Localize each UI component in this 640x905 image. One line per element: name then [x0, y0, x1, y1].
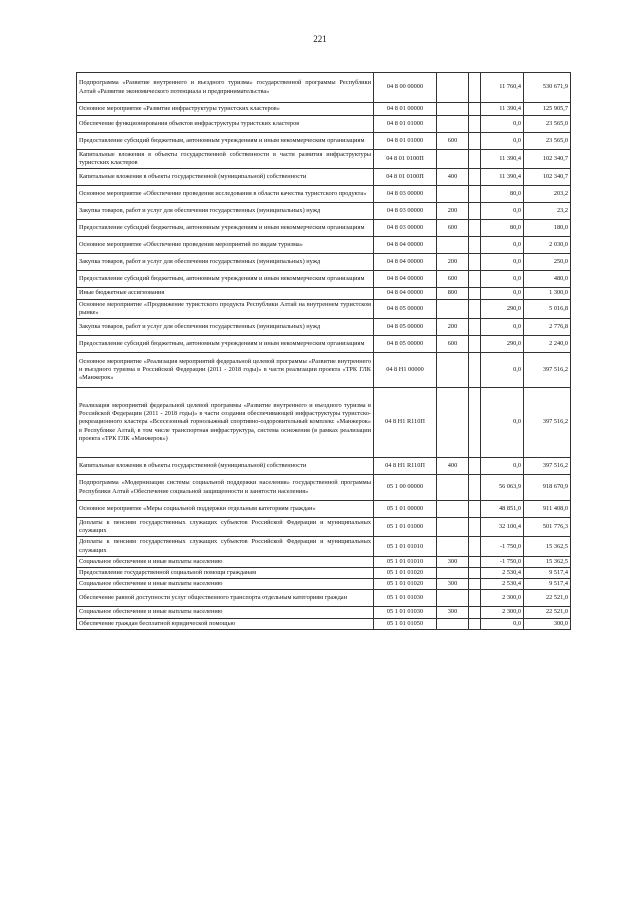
row-code: 05 1 01 01020 [374, 579, 437, 590]
table-row [77, 568, 571, 579]
row-amount-total: 22 521,0 [524, 607, 571, 618]
row-code: 05 1 01 01020 [374, 568, 437, 579]
row-amount-total: 102 340,7 [524, 150, 571, 169]
row-name: Доплаты к пенсиям государственных служащих субъектов Российской Федерации и муниципальных служащих [77, 518, 374, 537]
table-row [77, 518, 571, 537]
row-name: Социальное обеспечение и иные выплаты населению [77, 556, 374, 567]
row-expense-type [437, 475, 469, 501]
row-amount-change: 56 063,9 [481, 475, 524, 501]
row-code: 05 1 01 01030 [374, 590, 437, 607]
row-amount-change: 11 760,4 [481, 73, 524, 103]
row-expense-type [437, 116, 469, 133]
row-amount-total: 2 776,8 [524, 319, 571, 336]
row-expense-type [437, 299, 469, 318]
row-amount-total: 22 521,0 [524, 590, 571, 607]
row-empty-cell [469, 458, 481, 475]
row-expense-type: 300 [437, 607, 469, 618]
row-expense-type [437, 501, 469, 518]
row-amount-change: 0,0 [481, 271, 524, 288]
row-empty-cell [469, 618, 481, 629]
row-amount-total: 125 905,7 [524, 103, 571, 116]
row-name: Предоставление субсидий бюджетным, автономным учреждениям и иным некоммерческим организациям [77, 336, 374, 353]
row-amount-total: 9 517,4 [524, 568, 571, 579]
row-amount-change: 0,0 [481, 288, 524, 299]
row-name: Закупка товаров, работ и услуг для обеспечения государственных (муниципальных) нужд [77, 319, 374, 336]
row-empty-cell [469, 116, 481, 133]
row-name: Предоставление субсидий бюджетным, автономным учреждениям и иным некоммерческим организациям [77, 220, 374, 237]
row-code: 04 8 Н1 R110П [374, 458, 437, 475]
row-amount-total: 15 362,5 [524, 537, 571, 556]
row-amount-total: 397 516,2 [524, 458, 571, 475]
row-amount-change: 290,0 [481, 299, 524, 318]
row-expense-type [437, 618, 469, 629]
row-name: Основное мероприятие «Меры социальной поддержки отдельным категориям граждан» [77, 501, 374, 518]
row-expense-type [437, 150, 469, 169]
row-code: 04 8 05 00000 [374, 299, 437, 318]
row-name: Подпрограмма «Модернизация системы социальной поддержки населения» государственной программы Республики Алтай «Обеспечение социальной защищенности и занятости населения» [77, 475, 374, 501]
row-empty-cell [469, 220, 481, 237]
row-code: 04 8 03 00000 [374, 220, 437, 237]
table-row [77, 237, 571, 254]
row-amount-total: 15 362,5 [524, 556, 571, 567]
row-name: Иные бюджетные ассигнования [77, 288, 374, 299]
row-empty-cell [469, 518, 481, 537]
row-name: Социальное обеспечение и иные выплаты населению [77, 579, 374, 590]
row-code: 05 1 00 00000 [374, 475, 437, 501]
table-row [77, 150, 571, 169]
row-amount-total: 203,2 [524, 186, 571, 203]
row-amount-change: 11 390,4 [481, 103, 524, 116]
row-name: Предоставление государственной социальной помощи гражданам [77, 568, 374, 579]
row-name: Основное мероприятие «Развитие инфраструктуры туристских кластеров» [77, 103, 374, 116]
row-code: 04 8 Н1 R110П [374, 388, 437, 458]
row-empty-cell [469, 353, 481, 388]
row-name: Основное мероприятие «Обеспечение проведения мероприятий по видам туризма» [77, 237, 374, 254]
row-code: 04 8 04 00000 [374, 288, 437, 299]
table-row [77, 537, 571, 556]
row-name: Основное мероприятие «Реализация мероприятий федеральной целевой программы «Развитие внутреннего и въездного туризма в Российской Федерации (2011 - 2018 годы)» в части реализации проекта «ТРК ГЛК «Манжерок» [77, 353, 374, 388]
row-expense-type [437, 186, 469, 203]
row-code: 04 8 Н1 00000 [374, 353, 437, 388]
row-expense-type: 300 [437, 579, 469, 590]
row-amount-change: 11 390,4 [481, 150, 524, 169]
budget-table [76, 72, 571, 630]
row-code: 04 8 04 00000 [374, 271, 437, 288]
table-row [77, 103, 571, 116]
row-expense-type [437, 568, 469, 579]
row-amount-total: 2 030,0 [524, 237, 571, 254]
row-amount-change: 32 100,4 [481, 518, 524, 537]
row-name: Основное мероприятие «Продвижение туристского продукта Республики Алтай на внутреннем туристском рынке» [77, 299, 374, 318]
row-amount-change: 2 300,0 [481, 607, 524, 618]
table-row [77, 556, 571, 567]
row-amount-total: 1 300,0 [524, 288, 571, 299]
row-amount-change: 0,0 [481, 388, 524, 458]
row-name: Обеспечение равной доступности услуг общественного транспорта отдельным категориям граждан [77, 590, 374, 607]
row-expense-type: 400 [437, 458, 469, 475]
table-row [77, 203, 571, 220]
row-amount-change: 80,0 [481, 186, 524, 203]
row-name: Обеспечение граждан бесплатной юридической помощью [77, 618, 374, 629]
row-name: Закупка товаров, работ и услуг для обеспечения государственных (муниципальных) нужд [77, 254, 374, 271]
table-row [77, 475, 571, 501]
row-amount-change: 290,0 [481, 336, 524, 353]
row-expense-type: 300 [437, 556, 469, 567]
table-row [77, 618, 571, 629]
row-code: 05 1 01 01010 [374, 537, 437, 556]
row-code: 05 1 01 01050 [374, 618, 437, 629]
table-row [77, 319, 571, 336]
row-amount-total: 300,0 [524, 618, 571, 629]
row-amount-change: 0,0 [481, 353, 524, 388]
table-row [77, 353, 571, 388]
row-code: 04 8 01 0100П [374, 169, 437, 186]
table-row [77, 336, 571, 353]
row-amount-change: -1 750,0 [481, 537, 524, 556]
row-code: 04 8 01 01000 [374, 133, 437, 150]
row-amount-total: 250,0 [524, 254, 571, 271]
row-name: Реализация мероприятий федеральной целевой программы «Развитие внутреннего и въездного туризма в Российской Федерации (2011 - 2018 годы)» в части создания обеспечивающей инфраструктуры туристско-рекреационного кластера «Всесезонный горнолыжный спортивно-оздоровительный комплекс «Манжерок» в Республике Алтай, в том числе транспортная инфраструктура, система оснежения (в рамках реализации проекта «ТРК ГЛК «Манжерок») [77, 388, 374, 458]
row-empty-cell [469, 133, 481, 150]
row-name: Капитальные вложения в объекты государственной (муниципальной) собственности [77, 458, 374, 475]
table-row [77, 186, 571, 203]
table-row [77, 299, 571, 318]
row-name: Подпрограмма «Развитие внутреннего и въездного туризма» государственной программы Республики Алтай «Развитие экономического потенциала и предпринимательства» [77, 73, 374, 103]
row-code: 04 8 04 00000 [374, 254, 437, 271]
row-code: 04 8 03 00000 [374, 186, 437, 203]
row-name: Основное мероприятие «Обеспечение проведения исследования в области качества туристского продукта» [77, 186, 374, 203]
table-row [77, 271, 571, 288]
row-expense-type [437, 103, 469, 116]
table-row [77, 169, 571, 186]
row-amount-change: 48 851,0 [481, 501, 524, 518]
table-row [77, 579, 571, 590]
row-expense-type: 200 [437, 203, 469, 220]
row-expense-type [437, 518, 469, 537]
table-row [77, 73, 571, 103]
row-amount-total: 5 016,8 [524, 299, 571, 318]
row-code: 04 8 03 00000 [374, 203, 437, 220]
row-expense-type: 200 [437, 254, 469, 271]
row-amount-change: 0,0 [481, 254, 524, 271]
row-code: 04 8 01 0100П [374, 150, 437, 169]
row-amount-total: 397 516,2 [524, 388, 571, 458]
row-amount-total: 180,0 [524, 220, 571, 237]
row-amount-total: 918 670,9 [524, 475, 571, 501]
row-empty-cell [469, 607, 481, 618]
row-amount-change: 0,0 [481, 203, 524, 220]
row-amount-change: 0,0 [481, 116, 524, 133]
row-amount-total: 23,2 [524, 203, 571, 220]
row-name: Капитальные вложения в объекты государственной собственности в части развития инфраструктуры туристских кластеров [77, 150, 374, 169]
table-row [77, 590, 571, 607]
page-number: 221 [313, 34, 327, 44]
row-expense-type [437, 73, 469, 103]
table-row [77, 254, 571, 271]
row-empty-cell [469, 103, 481, 116]
row-code: 04 8 01 01000 [374, 116, 437, 133]
row-amount-total: 23 565,0 [524, 133, 571, 150]
row-amount-total: 9 517,4 [524, 579, 571, 590]
row-empty-cell [469, 150, 481, 169]
table-row [77, 288, 571, 299]
row-amount-change: 0,0 [481, 237, 524, 254]
row-name: Капитальные вложения в объекты государственной (муниципальной) собственности [77, 169, 374, 186]
row-amount-total: 530 671,9 [524, 73, 571, 103]
row-amount-change: 0,0 [481, 319, 524, 336]
row-amount-change: -1 750,0 [481, 556, 524, 567]
row-empty-cell [469, 319, 481, 336]
row-name: Закупка товаров, работ и услуг для обеспечения государственных (муниципальных) нужд [77, 203, 374, 220]
row-empty-cell [469, 271, 481, 288]
row-empty-cell [469, 203, 481, 220]
row-empty-cell [469, 537, 481, 556]
row-amount-total: 480,0 [524, 271, 571, 288]
row-expense-type: 200 [437, 319, 469, 336]
row-empty-cell [469, 73, 481, 103]
row-code: 05 1 01 00000 [374, 501, 437, 518]
row-amount-total: 911 408,0 [524, 501, 571, 518]
row-name: Доплаты к пенсиям государственных служащих субъектов Российской Федерации и муниципальных служащих [77, 537, 374, 556]
row-expense-type [437, 353, 469, 388]
row-empty-cell [469, 299, 481, 318]
row-code: 05 1 01 01010 [374, 556, 437, 567]
row-empty-cell [469, 237, 481, 254]
row-expense-type [437, 237, 469, 254]
row-amount-change: 11 390,4 [481, 169, 524, 186]
table-row [77, 458, 571, 475]
row-expense-type [437, 537, 469, 556]
row-expense-type [437, 590, 469, 607]
row-empty-cell [469, 556, 481, 567]
row-expense-type: 600 [437, 220, 469, 237]
row-name: Социальное обеспечение и иные выплаты населению [77, 607, 374, 618]
row-amount-total: 397 516,2 [524, 353, 571, 388]
row-empty-cell [469, 336, 481, 353]
row-expense-type: 600 [437, 336, 469, 353]
row-expense-type: 400 [437, 169, 469, 186]
row-amount-change: 0,0 [481, 458, 524, 475]
row-amount-total: 501 776,3 [524, 518, 571, 537]
row-code: 04 8 05 00000 [374, 336, 437, 353]
row-code: 05 1 01 01030 [374, 607, 437, 618]
row-expense-type: 600 [437, 271, 469, 288]
row-amount-change: 0,0 [481, 133, 524, 150]
row-code: 04 8 01 00000 [374, 103, 437, 116]
row-name: Предоставление субсидий бюджетным, автономным учреждениям и иным некоммерческим организациям [77, 133, 374, 150]
row-amount-change: 2 300,0 [481, 590, 524, 607]
row-empty-cell [469, 475, 481, 501]
row-name: Обеспечение функционирования объектов инфраструктуры туристских кластеров [77, 116, 374, 133]
row-amount-change: 80,0 [481, 220, 524, 237]
row-expense-type: 600 [437, 133, 469, 150]
row-empty-cell [469, 579, 481, 590]
table-row [77, 607, 571, 618]
row-empty-cell [469, 186, 481, 203]
row-code: 04 8 00 00000 [374, 73, 437, 103]
row-amount-total: 102 340,7 [524, 169, 571, 186]
row-empty-cell [469, 254, 481, 271]
row-amount-change: 2 530,4 [481, 579, 524, 590]
row-empty-cell [469, 501, 481, 518]
row-amount-change: 2 530,4 [481, 568, 524, 579]
row-name: Предоставление субсидий бюджетным, автономным учреждениям и иным некоммерческим организациям [77, 271, 374, 288]
table-row [77, 220, 571, 237]
row-amount-total: 2 240,0 [524, 336, 571, 353]
row-amount-change: 0,0 [481, 618, 524, 629]
row-empty-cell [469, 590, 481, 607]
table-row [77, 133, 571, 150]
row-code: 04 8 05 00000 [374, 319, 437, 336]
row-code: 04 8 04 00000 [374, 237, 437, 254]
row-code: 05 1 01 01000 [374, 518, 437, 537]
row-empty-cell [469, 568, 481, 579]
row-empty-cell [469, 169, 481, 186]
table-row [77, 116, 571, 133]
table-row [77, 388, 571, 458]
row-expense-type: 800 [437, 288, 469, 299]
budget-table-body [77, 73, 571, 630]
row-amount-total: 23 565,0 [524, 116, 571, 133]
row-empty-cell [469, 388, 481, 458]
row-expense-type [437, 388, 469, 458]
row-empty-cell [469, 288, 481, 299]
table-row [77, 501, 571, 518]
